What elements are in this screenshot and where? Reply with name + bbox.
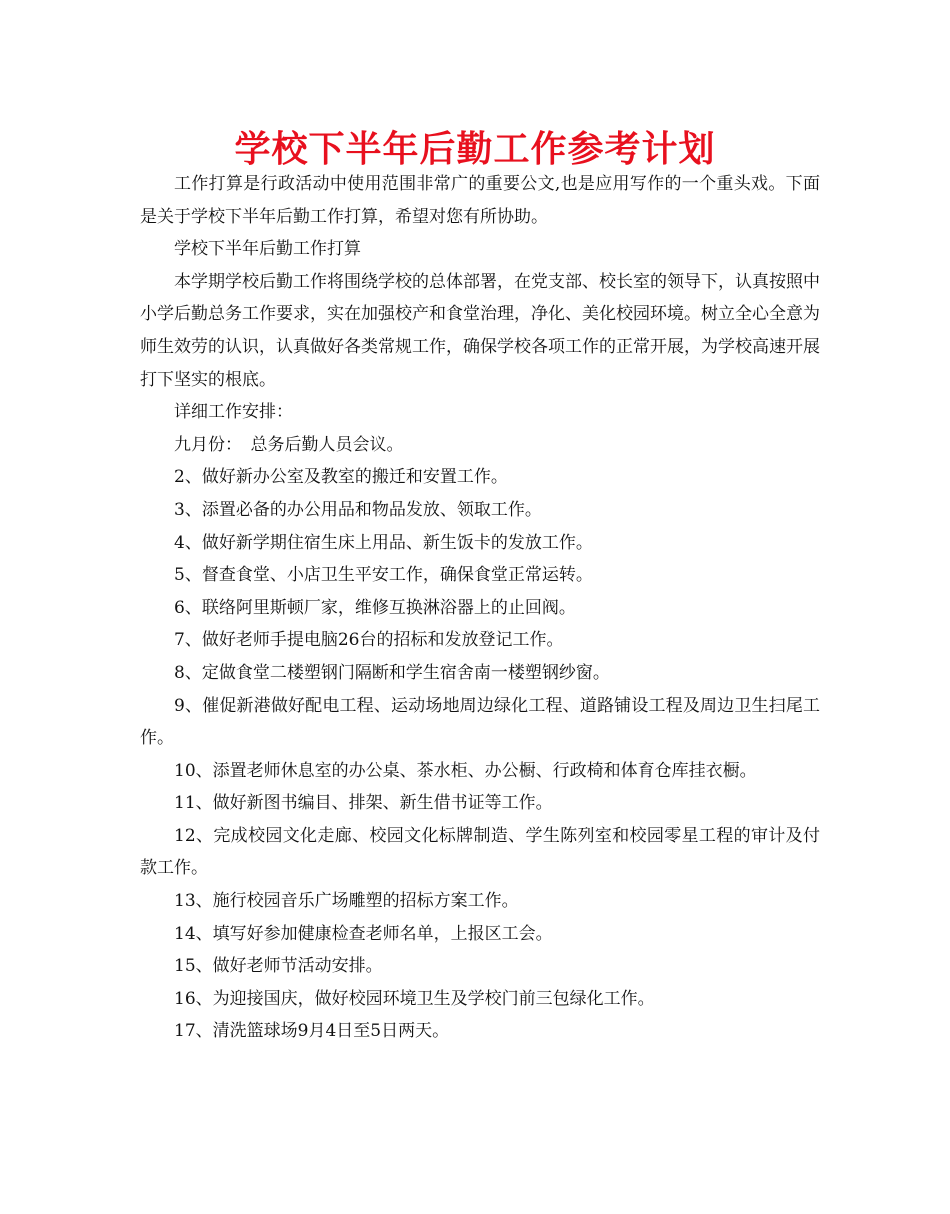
paragraph-intro: 工作打算是行政活动中使用范围非常广的重要公文,也是应用写作的一个重头戏。下面是关于学校下半年后勤工作打算，希望对您有所协助。 xyxy=(140,174,820,227)
document-body xyxy=(140,168,820,1048)
list-item: 9、催促新港做好配电工程、运动场地周边绿化工程、道路铺设工程及周边卫生扫尾工作。 xyxy=(140,695,820,749)
list-item: 15、做好老师节活动安排。 xyxy=(174,956,383,977)
paragraph-overview: 本学期学校后勤工作将围绕学校的总体部署，在党支部、校长室的领导下，认真按照中小学后勤总务工作要求，实在加强校产和食堂治理，净化、美化校园环境。树立全心全意为师生效劳的认识，认真做好各类常规工作，确保学校各项工作的正常开展，为学校高速开展打下坚实的根底。 xyxy=(140,271,820,390)
list-item: 3、添置必备的办公用品和物品发放、领取工作。 xyxy=(174,499,542,520)
list-item: 6、联络阿里斯顿厂家，维修互换淋浴器上的止回阀。 xyxy=(174,597,576,618)
list-item: 8、定做食堂二楼塑钢门隔断和学生宿舍南一楼塑钢纱窗。 xyxy=(174,662,610,683)
list-item: 14、填写好参加健康检查老师名单，上报区工会。 xyxy=(174,923,553,944)
list-item: 17、清洗篮球场9月4日至5日两天。 xyxy=(174,1021,450,1042)
list-item: 11、做好新图书编目、排架、新生借书证等工作。 xyxy=(174,793,553,814)
paragraph-subtitle: 学校下半年后勤工作打算 xyxy=(174,239,361,260)
paragraph-arrangement-heading: 详细工作安排： xyxy=(174,402,293,423)
list-item: 10、添置老师休息室的办公桌、茶水柜、办公橱、行政椅和体育仓库挂衣橱。 xyxy=(174,760,757,781)
list-item: 5、督查食堂、小店卫生平安工作，确保食堂正常运转。 xyxy=(174,565,593,586)
list-item: 16、为迎接国庆，做好校园环境卫生及学校门前三包绿化工作。 xyxy=(174,988,655,1009)
list-item: 7、做好老师手提电脑26台的招标和发放登记工作。 xyxy=(174,630,564,651)
document-title: 学校下半年后勤工作参考计划 xyxy=(234,129,716,170)
list-item: 九月份： 总务后勤人员会议。 xyxy=(174,434,404,455)
list-item: 12、完成校园文化走廊、校园文化标牌制造、学生陈列室和校园零星工程的审计及付款工作。 xyxy=(140,825,820,879)
list-item: 4、做好新学期住宿生床上用品、新生饭卡的发放工作。 xyxy=(174,532,593,553)
list-item: 13、施行校园音乐广场雕塑的招标方案工作。 xyxy=(174,891,519,912)
list-item: 2、做好新办公室及教室的搬迁和安置工作。 xyxy=(174,467,508,488)
